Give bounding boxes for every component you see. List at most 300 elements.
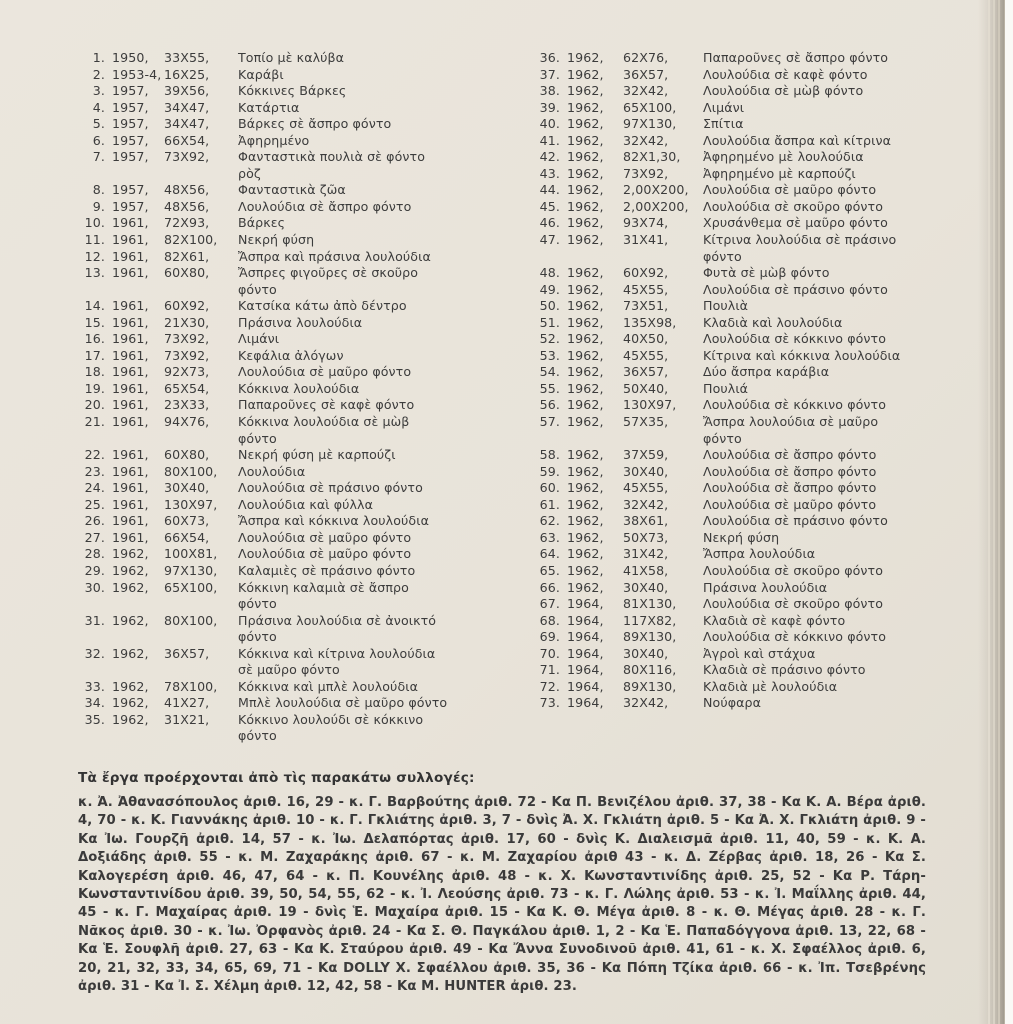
item-year: 1957, (112, 83, 149, 99)
item-number: 21. (84, 414, 105, 430)
list-item (533, 679, 933, 696)
item-number: 40. (539, 116, 560, 132)
item-title: Λουλούδια (238, 463, 306, 479)
item-number: 49. (539, 281, 560, 297)
list-item (78, 265, 472, 298)
item-year: 1962, (567, 182, 604, 198)
item-year: 1950, (112, 50, 149, 65)
item-size: 32X42, (623, 695, 669, 711)
list-item (533, 282, 933, 299)
item-number: 39. (539, 99, 560, 115)
list-item (78, 182, 472, 199)
item-year: 1964, (567, 662, 604, 678)
item-number: 59. (539, 463, 560, 479)
item-number: 15. (84, 314, 105, 330)
item-number: 66. (539, 579, 560, 595)
item-size: 34X47, (164, 116, 210, 132)
item-title: Φυτὰ σὲ μὼβ φόντο (703, 265, 830, 281)
item-size: 82X1,30, (623, 149, 681, 165)
list-item (533, 513, 933, 530)
item-size: 65X100, (623, 99, 677, 115)
list-item (533, 563, 933, 580)
item-size: 32X42, (623, 496, 669, 512)
item-title: Κλαδιὰ σὲ πράσινο φόντο (703, 662, 866, 678)
item-number: 37. (539, 66, 560, 82)
item-number: 67. (539, 596, 560, 612)
list-item (78, 348, 472, 365)
item-year: 1957, (112, 132, 149, 148)
item-size: 31X42, (623, 546, 669, 562)
item-number: 2. (92, 66, 105, 82)
item-year: 1964, (567, 645, 604, 661)
item-number: 51. (539, 314, 560, 330)
item-size: 21X30, (164, 314, 210, 330)
item-title: Χρυσάνθεμα σὲ μαῦρο φόντο (703, 215, 888, 231)
item-year: 1962, (567, 347, 604, 363)
item-size: 94X76, (164, 414, 210, 430)
list-item (533, 182, 933, 199)
item-year: 1962, (112, 695, 149, 711)
item-year: 1961, (112, 232, 149, 248)
item-number: 62. (539, 513, 560, 529)
list-item (533, 331, 933, 348)
item-title: Παπαροῦνες σὲ ἄσπρο φόντο (703, 50, 889, 65)
artwork-list-left-column (78, 50, 472, 745)
item-year: 1957, (112, 198, 149, 214)
item-size: 33X55, (164, 50, 210, 65)
list-item (533, 232, 933, 265)
item-title: Ἄσπρα καὶ κόκκινα λουλούδια (238, 513, 429, 529)
item-title: Κατσίκα κάτω ἀπὸ δέντρο (238, 298, 407, 314)
item-year: 1961, (112, 529, 149, 545)
item-size: 97X130, (623, 116, 677, 132)
item-size: 36X57, (164, 645, 210, 661)
item-title: Πράσινα λουλούδια (703, 579, 828, 595)
item-title: Καράβι (238, 66, 284, 82)
item-number: 69. (539, 629, 560, 645)
item-year: 1961, (112, 331, 149, 347)
item-number: 4. (92, 99, 105, 115)
item-number: 9. (92, 198, 105, 214)
item-year: 1962, (567, 447, 604, 463)
item-title: Μπλὲ λουλούδια σὲ μαῦρο φόντο (238, 695, 448, 711)
item-size: 37X59, (623, 447, 669, 463)
item-number: 25. (84, 496, 105, 512)
item-title: Φανταστικὰ πουλιὰ σὲ φόντο ρὸζ (238, 149, 426, 181)
item-number: 24. (84, 480, 105, 496)
item-size: 31X21, (164, 711, 210, 727)
list-item (78, 563, 472, 580)
item-size: 100X81, (164, 546, 218, 562)
item-number: 23. (84, 463, 105, 479)
item-size: 78X100, (164, 678, 218, 694)
item-number: 12. (84, 248, 105, 264)
item-size: 72X93, (164, 215, 210, 231)
item-number: 6. (92, 132, 105, 148)
list-item (533, 166, 933, 183)
item-number: 47. (539, 232, 560, 248)
item-number: 58. (539, 447, 560, 463)
list-item (78, 199, 472, 216)
item-size: 66X54, (164, 529, 210, 545)
item-number: 42. (539, 149, 560, 165)
item-size: 80X116, (623, 662, 677, 678)
list-item (533, 315, 933, 332)
list-item (78, 149, 472, 182)
item-year: 1962, (567, 397, 604, 413)
item-number: 43. (539, 165, 560, 181)
item-title: Πουλιά (703, 380, 749, 396)
item-size: 65X54, (164, 380, 210, 396)
item-size: 34X47, (164, 99, 210, 115)
item-title: Λιμάνι (238, 331, 280, 347)
item-title: Τοπίο μὲ καλύβα (238, 50, 345, 65)
list-item (78, 298, 472, 315)
item-year: 1962, (112, 546, 149, 562)
item-title: Λουλούδια σὲ ἄσπρο φόντο (703, 447, 877, 463)
item-year: 1961, (112, 215, 149, 231)
list-item (533, 83, 933, 100)
item-title: Κλαδιὰ μὲ λουλούδια (703, 678, 838, 694)
item-year: 1962, (567, 281, 604, 297)
item-number: 7. (92, 149, 105, 165)
item-size: 16X25, (164, 66, 210, 82)
item-number: 73. (539, 695, 560, 711)
list-item (78, 67, 472, 84)
list-item (78, 646, 472, 679)
item-number: 29. (84, 562, 105, 578)
item-size: 48X56, (164, 182, 210, 198)
item-size: 73X51, (623, 298, 669, 314)
item-title: Κόκκινα καὶ κίτρινα λουλούδια σὲ μαῦρο φόντο (238, 645, 436, 678)
item-year: 1961, (112, 248, 149, 264)
item-size: 38X61, (623, 513, 669, 529)
item-size: 57X35, (623, 414, 669, 430)
item-title: Νούφαρα (703, 695, 762, 711)
list-item (78, 530, 472, 547)
item-year: 1961, (112, 298, 149, 314)
item-year: 1957, (112, 149, 149, 165)
item-title: Λουλούδια καὶ φύλλα (238, 496, 374, 512)
item-title: Λουλούδια σὲ σκοῦρο φόντο (703, 562, 884, 578)
item-size: 135X98, (623, 314, 677, 330)
item-year: 1962, (567, 562, 604, 578)
collections-paragraph: κ. Ἀ. Ἀθανασόπουλος ἀριθ. 16, 29 - κ. Γ. Βαρβούτης ἀριθ. 72 - Κα Π. Βενιζέλου ἀριθ. 37, 38 - Κα Κ. Α. Βέρα ἀριθ. 4, 70 - κ. Κ. Γιαννάκης ἀριθ. 10 - κ. Γ. Γκλιάτης ἀριθ. 3, 7 - δνὶς Ἀ. Χ. Γκλιάτη ἀριθ. 5 - Κα Ἀ. Χ. Γκλιάτη ἀριθ. 9 - Κα Ἰω. Γουρζῆ ἀριθ. 14, 57 - κ. Ἰω. Δελαπόρτας ἀριθ. 17, 60 - δνὶς Κ. Διαλεισμᾶ ἀριθ. 11, 40, 59 - κ. Κ. Α. Δοξιάδης ἀριθ. 55 - κ. Μ. Ζαχαράκης ἀριθ. 67 - κ. Μ. Ζαχαρίου ἀριθ 43 - κ. Δ. Ζέρβας ἀριθ. 18, 26 - Κα Σ. Καλογερέση ἀριθ. 46, 47, 64 - κ. Π. Κουνέλης ἀριθ. 48 - κ. Χ. Κωνσταντινίδης ἀριθ. 25, 52 - Κα Ρ. Τάρη-Κωνσταντινίδου ἀριθ. 39, 50, 54, 55, 62 - κ. Ἰ. Λεούσης ἀριθ. 73 - κ. Γ. Λώλης ἀριθ. 53 - κ. Ἰ. Μαΐλλης ἀριθ. 44, 45 - κ. Γ. Μαχαίρας ἀριθ. 19 - δνὶς Ἑ. Μαχαίρα ἀριθ. 15 - Κα Κ. Θ. Μέγα ἀριθ. 8 - κ. Θ. Μέγας ἀριθ. 28 - κ. Γ. Νᾶκος ἀριθ. 30 - κ. Ἰω. Ὀρφανὸς ἀριθ. 24 - Κα Σ. Θ. Παγκάλου ἀριθ. 1, 2 - Κα Ἑ. Παπαδόγγονα ἀριθ. 13, 22, 68 - Κα Ἑ. Σουφλῆ ἀριθ. 27, 63 - Κα Κ. Σταύρου ἀριθ. 49 - Κα Ἄννα Συνοδινοῦ ἀριθ. 41, 61 - κ. Χ. Σφαέλλος ἀριθ. 6, 20, 21, 32, 33, 34, 65, 69, 71 - Κα DOLLY Χ. Σφαέλλου ἀριθ. 35, 36 - Κα Πόπη Τζίκα ἀριθ. 66 - κ. Ἰπ. Τσεβρένης ἀριθ. 31 - Κα Ἰ. Σ. Χέλμη ἀριθ. 12, 42, 58 - Κα M. HUNTER ἀριθ. 23. (78, 795, 926, 995)
item-size: 30X40, (164, 480, 210, 496)
list-item (533, 596, 933, 613)
item-title: Λουλούδια σὲ σκοῦρο φόντο (703, 198, 884, 214)
item-size: 80X100, (164, 463, 218, 479)
item-size: 97X130, (164, 562, 218, 578)
list-item (533, 215, 933, 232)
item-size: 82X61, (164, 248, 210, 264)
item-year: 1961, (112, 496, 149, 512)
item-year: 1953-4, (112, 66, 162, 82)
item-number: 36. (539, 50, 560, 65)
item-title: Κόκκινο λουλούδι σὲ κόκκινο φόντο (238, 711, 424, 744)
item-title: Ἄσπρα λουλούδια σὲ μαῦρο φόντο (703, 414, 879, 446)
item-title: Φανταστικὰ ζῶα (238, 182, 346, 198)
item-title: Δύο ἄσπρα καράβια (703, 364, 830, 380)
item-year: 1962, (567, 198, 604, 214)
item-size: 48X56, (164, 198, 210, 214)
item-title: Λουλούδια σὲ μαῦρο φόντο (238, 546, 412, 562)
artwork-list-right-column (533, 50, 933, 712)
item-title: Λουλούδια σὲ κόκκινο φόντο (703, 629, 887, 645)
item-title: Πουλιὰ (703, 298, 749, 314)
item-number: 54. (539, 364, 560, 380)
item-number: 16. (84, 331, 105, 347)
list-item (533, 646, 933, 663)
item-number: 18. (84, 364, 105, 380)
item-size: 89X130, (623, 629, 677, 645)
item-year: 1962, (567, 215, 604, 231)
item-size: 60X92, (164, 298, 210, 314)
list-item (78, 50, 472, 67)
item-size: 36X57, (623, 364, 669, 380)
item-number: 19. (84, 380, 105, 396)
item-title: Ἄσπρα λουλούδια (703, 546, 816, 562)
item-size: 2,00X200, (623, 198, 689, 214)
list-item (533, 364, 933, 381)
list-item (533, 397, 933, 414)
item-size: 66X54, (164, 132, 210, 148)
item-title: Κίτρινα λουλούδια σὲ πράσινο φόντο (703, 232, 897, 264)
list-item (533, 530, 933, 547)
item-title: Λουλούδια σὲ κόκκινο φόντο (703, 397, 887, 413)
item-number: 71. (539, 662, 560, 678)
item-title: Κόκκινα λουλούδια σὲ μὼβ φόντο (238, 414, 410, 446)
item-number: 64. (539, 546, 560, 562)
item-size: 45X55, (623, 347, 669, 363)
item-number: 14. (84, 298, 105, 314)
item-number: 63. (539, 529, 560, 545)
item-size: 40X50, (623, 331, 669, 347)
item-number: 22. (84, 447, 105, 463)
item-title: Λουλούδια σὲ σκοῦρο φόντο (703, 596, 884, 612)
item-title: Βάρκες σὲ ἄσπρο φόντο (238, 116, 392, 132)
item-year: 1964, (567, 612, 604, 628)
list-item (78, 480, 472, 497)
item-title: Παπαροῦνες σὲ καφὲ φόντο (238, 397, 415, 413)
item-year: 1961, (112, 414, 149, 430)
item-title: Νεκρή φύση (238, 232, 315, 248)
item-year: 1962, (567, 66, 604, 82)
item-number: 52. (539, 331, 560, 347)
list-item (533, 133, 933, 150)
list-item (533, 662, 933, 679)
item-number: 32. (84, 645, 105, 661)
item-size: 73X92, (164, 149, 210, 165)
item-year: 1962, (567, 83, 604, 99)
list-item (533, 149, 933, 166)
list-item (78, 249, 472, 266)
item-year: 1962, (567, 480, 604, 496)
list-item (533, 464, 933, 481)
item-title: Λουλούδια σὲ μαῦρο φόντο (238, 364, 412, 380)
item-title: Λουλούδια σὲ μὼβ φόντο (703, 83, 864, 99)
item-title: Λουλούδια σὲ καφὲ φόντο (703, 66, 868, 82)
item-title: Κόκκινα λουλούδια (238, 380, 360, 396)
list-item (78, 414, 472, 447)
item-number: 50. (539, 298, 560, 314)
item-number: 8. (92, 182, 105, 198)
item-size: 73X92, (164, 331, 210, 347)
list-item (78, 232, 472, 249)
item-title: Λουλούδια σὲ πράσινο φόντο (238, 480, 423, 496)
page-edge-line (993, 0, 995, 1024)
item-title: Κεφάλια ἀλόγων (238, 347, 344, 363)
item-size: 45X55, (623, 281, 669, 297)
item-size: 62X76, (623, 50, 669, 65)
item-title: Ἀγροὶ καὶ στάχυα (703, 645, 816, 661)
item-year: 1961, (112, 364, 149, 380)
item-size: 130X97, (164, 496, 218, 512)
list-item (533, 480, 933, 497)
item-number: 70. (539, 645, 560, 661)
item-title: Ἀφηρημένο μὲ λουλούδια (703, 149, 864, 165)
list-item (78, 100, 472, 117)
item-year: 1962, (567, 265, 604, 281)
item-year: 1964, (567, 596, 604, 612)
item-size: 39X56, (164, 83, 210, 99)
list-item (533, 580, 933, 597)
list-item (533, 67, 933, 84)
item-title: Καλαμιὲς σὲ πράσινο φόντο (238, 562, 416, 578)
item-number: 60. (539, 480, 560, 496)
item-title: Λιμάνι (703, 99, 745, 115)
item-size: 41X27, (164, 695, 210, 711)
list-item (78, 712, 472, 745)
item-title: Κόκκινα καὶ μπλὲ λουλούδια (238, 678, 419, 694)
item-year: 1962, (567, 463, 604, 479)
item-size: 30X40, (623, 463, 669, 479)
item-title: Κίτρινα καὶ κόκκινα λουλούδια (703, 347, 901, 363)
item-year: 1962, (112, 562, 149, 578)
item-title: Κατάρτια (238, 99, 300, 115)
item-size: 50X73, (623, 529, 669, 545)
item-year: 1962, (567, 99, 604, 115)
list-item (78, 83, 472, 100)
item-year: 1961, (112, 265, 149, 281)
item-year: 1964, (567, 695, 604, 711)
item-year: 1962, (567, 232, 604, 248)
item-number: 38. (539, 83, 560, 99)
item-number: 44. (539, 182, 560, 198)
item-size: 60X73, (164, 513, 210, 529)
item-title: Λουλούδια σὲ μαῦρο φόντο (703, 182, 877, 198)
item-size: 73X92, (623, 165, 669, 181)
item-size: 2,00X200, (623, 182, 689, 198)
list-item (78, 215, 472, 232)
item-size: 36X57, (623, 66, 669, 82)
item-title: Ἀφηρημένο μὲ καρπούζι (703, 165, 856, 181)
item-year: 1962, (567, 298, 604, 314)
item-year: 1961, (112, 463, 149, 479)
item-number: 46. (539, 215, 560, 231)
item-number: 30. (84, 579, 105, 595)
item-year: 1962, (567, 364, 604, 380)
list-item (533, 613, 933, 630)
item-size: 45X55, (623, 480, 669, 496)
list-item (533, 265, 933, 282)
item-size: 65X100, (164, 579, 218, 595)
page-edge-shadow (978, 0, 1004, 1024)
list-item (78, 679, 472, 696)
item-title: Λουλούδια σὲ μαῦρο φόντο (238, 529, 412, 545)
item-size: 41X58, (623, 562, 669, 578)
item-size: 30X40, (623, 579, 669, 595)
item-year: 1962, (112, 711, 149, 727)
list-item (533, 50, 933, 67)
item-number: 68. (539, 612, 560, 628)
item-title: Σπίτια (703, 116, 744, 132)
item-title: Βάρκες (238, 215, 286, 231)
item-title: Λουλούδια σὲ ἄσπρο φόντο (238, 198, 412, 214)
item-title: Κόκκινες Βάρκες (238, 83, 347, 99)
item-size: 50X40, (623, 380, 669, 396)
list-item (533, 414, 933, 447)
page-edge-line (988, 0, 990, 1024)
item-size: 23X33, (164, 397, 210, 413)
item-year: 1962, (567, 331, 604, 347)
item-number: 72. (539, 678, 560, 694)
list-item (78, 315, 472, 332)
item-year: 1957, (112, 116, 149, 132)
list-item (78, 364, 472, 381)
item-size: 32X42, (623, 132, 669, 148)
item-title: Νεκρή φύση μὲ καρπούζι (238, 447, 396, 463)
item-number: 35. (84, 711, 105, 727)
item-title: Κόκκινη καλαμιὰ σὲ ἄσπρο φόντο (238, 579, 409, 612)
item-number: 28. (84, 546, 105, 562)
item-number: 61. (539, 496, 560, 512)
list-item (533, 199, 933, 216)
item-size: 89X130, (623, 678, 677, 694)
list-item (78, 331, 472, 348)
item-title: Λουλούδια σὲ ἄσπρο φόντο (703, 463, 877, 479)
item-number: 31. (84, 612, 105, 628)
list-item (78, 447, 472, 464)
item-year: 1962, (567, 165, 604, 181)
list-item (533, 298, 933, 315)
item-year: 1964, (567, 629, 604, 645)
list-item (533, 629, 933, 646)
item-year: 1957, (112, 182, 149, 198)
item-size: 92X73, (164, 364, 210, 380)
item-year: 1961, (112, 480, 149, 496)
item-size: 117X82, (623, 612, 677, 628)
item-number: 65. (539, 562, 560, 578)
list-item (78, 116, 472, 133)
item-number: 45. (539, 198, 560, 214)
item-number: 3. (92, 83, 105, 99)
item-title: Νεκρή φύση (703, 529, 780, 545)
item-number: 26. (84, 513, 105, 529)
item-size: 32X42, (623, 83, 669, 99)
item-number: 20. (84, 397, 105, 413)
item-year: 1962, (567, 513, 604, 529)
scan-background-strip (1004, 0, 1013, 1024)
item-number: 33. (84, 678, 105, 694)
item-number: 41. (539, 132, 560, 148)
item-year: 1962, (112, 645, 149, 661)
item-number: 17. (84, 347, 105, 363)
item-title: Λουλούδια σὲ ἄσπρο φόντο (703, 480, 877, 496)
list-item (78, 613, 472, 646)
item-number: 27. (84, 529, 105, 545)
item-number: 5. (92, 116, 105, 132)
